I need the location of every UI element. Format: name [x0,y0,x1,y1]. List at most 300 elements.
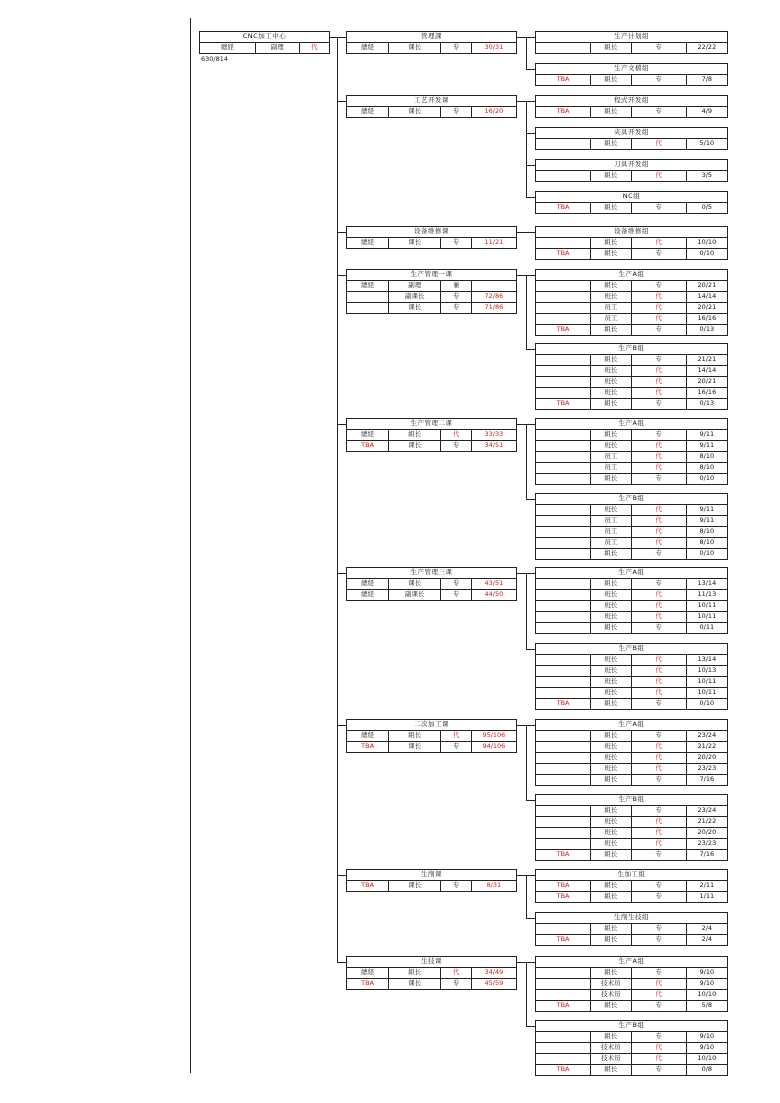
table-cell: 8/10 [699,452,715,460]
table-cell: 組长 [591,139,631,149]
dept-box [346,31,517,54]
table-cell: 9/11 [699,441,715,449]
dept-box [346,226,517,249]
table-cell: 代 [632,388,687,398]
table-cell: 员工 [591,463,631,473]
table-row [536,355,727,366]
table-cell [536,43,591,53]
dept-box [346,269,517,314]
table-row [536,828,727,839]
group-box-title: 程式开发组 [536,96,727,107]
table-cell: 組长 [591,474,631,484]
table-cell [536,1054,591,1064]
table-row [536,764,727,775]
table-cell: 专 [632,579,687,589]
table-cell: 兼 [441,281,471,291]
table-cell: 8/10 [699,527,715,535]
table-cell: 11/21 [484,238,504,246]
root-total: 630/814 [201,55,229,63]
table-cell: TBA [536,1065,591,1075]
dept-box [346,95,517,118]
table-cell [536,505,591,515]
table-row [536,924,727,935]
table-cell: TBA [536,881,591,891]
table-cell: 课长 [389,303,441,313]
table-cell: 专 [632,107,687,117]
table-cell: 专 [632,281,687,291]
table-row [536,538,727,549]
table-cell: 22/22 [697,43,717,51]
table-row [536,430,727,441]
table-cell: 5/8 [701,1001,713,1009]
table-row [536,1065,727,1075]
table-cell: 組长 [591,399,631,409]
group-box [535,643,728,710]
table-cell: 0/10 [699,549,715,557]
table-cell: 72/86 [484,292,504,300]
table-cell: 7/8 [701,75,713,83]
table-cell: 员工 [591,527,631,537]
table-cell: 33/33 [484,430,504,438]
table-cell: 副理 [256,43,300,53]
table-cell: 組长 [591,623,631,633]
table-cell [536,601,591,611]
table-cell: 代 [632,238,687,248]
table-cell: 11/13 [697,590,717,598]
table-cell: 21/21 [697,355,717,363]
table-cell [536,817,591,827]
table-cell: 班长 [591,677,631,687]
group-box-title: 生产B组 [536,494,727,505]
table-cell: 0/11 [699,623,715,631]
table-cell: 10/11 [697,688,717,696]
table-row [536,249,727,259]
table-cell: 技术员 [591,1043,631,1053]
group-box-title: 生产B组 [536,644,727,655]
table-cell: 代 [441,430,471,440]
table-cell [536,474,591,484]
table-cell: 专 [632,325,687,335]
table-cell: 班长 [591,764,631,774]
table-cell [536,677,591,687]
table-cell: 10/10 [697,990,717,998]
table-cell: 代 [441,731,471,741]
dept-box-title: 管理課 [347,32,516,43]
table-cell: 0/13 [699,399,715,407]
table-cell: 专 [632,203,687,213]
table-cell: 組长 [591,806,631,816]
table-cell: 员工 [591,538,631,548]
table-cell: 班长 [591,292,631,302]
table-cell [536,171,591,181]
table-cell: 专 [632,968,687,978]
group-connector [517,962,526,963]
dept-connector [337,232,346,233]
dept-connector [337,725,346,726]
table-cell: 總経 [200,43,256,53]
table-row [536,505,727,516]
table-cell: 總経 [347,968,389,978]
table-cell [536,355,591,365]
table-row [536,742,727,753]
table-cell: 技术员 [591,979,631,989]
table-cell [536,238,591,248]
table-cell [536,612,591,622]
table-cell: 代 [632,666,687,676]
table-row [347,742,516,752]
table-cell: TBA [347,881,389,891]
table-cell: 30/31 [484,43,504,51]
table-cell: 代 [632,314,687,324]
group-box [535,869,728,903]
group-connector [526,275,535,276]
page-margin-line [190,18,191,1073]
dept-box-title: 二次加工课 [347,720,516,731]
table-cell: 班长 [591,441,631,451]
table-row [536,325,727,335]
table-row [536,1043,727,1054]
table-cell: 专 [632,355,687,365]
table-cell: 0/5 [701,203,713,211]
table-cell: 組长 [591,892,631,902]
table-cell: 员工 [591,314,631,324]
table-cell: 組长 [591,1065,631,1075]
table-cell: 代 [632,1054,687,1064]
table-cell: 专 [441,43,471,53]
group-box-title: 生产B组 [536,795,727,806]
table-cell: 代 [632,764,687,774]
dept-box [346,719,517,753]
table-cell: 专 [632,549,687,559]
table-cell [536,314,591,324]
table-row [536,590,727,601]
table-row [536,516,727,527]
group-connector [526,1026,535,1027]
table-cell: 专 [632,75,687,85]
table-row [536,388,727,399]
table-cell: 专 [632,43,687,53]
group-box-title: 生产B组 [536,1021,727,1032]
table-cell [536,623,591,633]
group-connector [517,232,526,233]
table-cell: 专 [632,1001,687,1011]
table-cell [536,775,591,785]
table-cell [536,281,591,291]
group-box-title: 生加工组 [536,870,727,881]
table-cell: 课长 [389,742,441,752]
table-cell: 10/11 [697,677,717,685]
table-cell: 专 [632,935,687,945]
table-cell: 組长 [591,238,631,248]
table-cell: 總経 [347,43,389,53]
table-cell: 20/21 [697,281,717,289]
table-cell: 代 [632,601,687,611]
table-cell [536,731,591,741]
table-cell: 代 [632,463,687,473]
group-connector [517,37,526,38]
group-connector [517,275,526,276]
group-spine [526,962,527,1027]
table-row [536,527,727,538]
table-cell: 71/86 [484,303,504,311]
dept-box-title: 生削课 [347,870,516,881]
table-cell: 专 [441,590,471,600]
table-cell: 专 [632,731,687,741]
table-cell: 专 [632,1032,687,1042]
table-cell: 课长 [389,107,441,117]
table-cell: 专 [441,742,471,752]
table-cell: 代 [632,990,687,1000]
table-cell: 代 [632,527,687,537]
table-cell: 班长 [591,839,631,849]
group-connector [526,875,535,876]
table-cell: 23/24 [697,731,717,739]
table-cell: 专 [441,979,471,989]
table-row [536,1001,727,1011]
table-cell: 23/23 [697,839,717,847]
group-connector [526,349,535,350]
table-cell: 組长 [591,355,631,365]
group-connector [526,101,535,102]
group-connector [517,424,526,425]
dept-connector [337,37,346,38]
table-cell: 組长 [591,249,631,259]
table-row [347,590,516,600]
dept-connector [337,275,346,276]
table-cell: 代 [632,303,687,313]
table-cell: 专 [441,303,471,313]
table-cell: 专 [441,107,471,117]
table-row [536,579,727,590]
table-cell [472,281,516,291]
table-cell: 10/11 [697,612,717,620]
table-cell: 8/10 [699,463,715,471]
table-row [536,655,727,666]
group-box [535,794,728,861]
table-row [536,935,727,945]
group-spine [526,424,527,500]
table-cell: 代 [632,677,687,687]
table-cell: 2/4 [701,924,713,932]
table-row [536,688,727,699]
group-box-title: 刀具开发组 [536,160,727,171]
table-cell: 組长 [591,924,631,934]
table-cell: 班长 [591,590,631,600]
group-box-title: 生产B组 [536,344,727,355]
table-cell: 代 [632,979,687,989]
dept-connector [337,875,346,876]
table-cell: 組长 [591,1032,631,1042]
dept-connector [337,424,346,425]
group-box-title: NC组 [536,192,727,203]
root-title: CNC加工中心 [200,32,329,43]
table-cell [536,764,591,774]
group-box [535,567,728,634]
group-connector [526,725,535,726]
table-cell [536,538,591,548]
table-cell: 總経 [347,281,389,291]
table-cell: 4/9 [701,107,713,115]
table-row [536,623,727,633]
table-cell [536,139,591,149]
group-box [535,719,728,786]
table-row [347,238,516,248]
table-cell: 10/10 [697,1054,717,1062]
table-cell: 专 [632,892,687,902]
group-connector [517,725,526,726]
table-cell: 专 [632,249,687,259]
table-cell: 9/11 [699,516,715,524]
group-connector [517,875,526,876]
group-box [535,956,728,1012]
table-cell [536,979,591,989]
table-cell: 34/51 [484,441,504,449]
group-spine [526,725,527,801]
table-cell: 专 [632,474,687,484]
table-cell: 13/14 [697,655,717,663]
table-cell: 0/13 [699,325,715,333]
group-connector [526,232,535,233]
table-row [536,1032,727,1043]
root-connector [330,37,337,38]
table-cell: TBA [536,699,591,709]
dept-box [346,418,517,452]
table-cell: 班长 [591,666,631,676]
table-cell: 专 [632,775,687,785]
group-connector [526,800,535,801]
table-row [347,968,516,979]
table-cell: 代 [632,171,687,181]
group-box-title: 生产文檔组 [536,64,727,75]
table-row [536,549,727,559]
table-row [347,43,516,53]
table-row [536,399,727,409]
table-cell: 代 [632,1043,687,1053]
table-cell: 1/11 [699,892,715,900]
group-connector [526,962,535,963]
table-cell: 班长 [591,505,631,515]
table-cell: 代 [632,612,687,622]
table-cell: 副课长 [389,590,441,600]
table-cell: 班长 [591,688,631,698]
table-cell: 代 [632,688,687,698]
table-cell: 专 [632,699,687,709]
table-cell: 代 [632,139,687,149]
table-cell: 班长 [591,742,631,752]
table-cell [536,388,591,398]
table-cell: 組长 [591,430,631,440]
dept-box-title: 生技课 [347,957,516,968]
table-cell [536,292,591,302]
table-cell: 技术员 [591,1054,631,1064]
table-row [536,238,727,249]
table-cell: 代 [311,43,318,51]
group-connector [526,37,535,38]
table-cell: TBA [536,1001,591,1011]
table-cell: 組长 [591,775,631,785]
table-row [536,699,727,709]
table-row [536,366,727,377]
table-cell: 专 [632,623,687,633]
table-row [536,463,727,474]
table-cell: 組长 [591,850,631,860]
table-row [536,43,727,53]
table-cell: 組长 [591,107,631,117]
group-connector [526,573,535,574]
table-cell: 23/24 [697,806,717,814]
table-cell: 代 [632,538,687,548]
table-row [536,817,727,828]
table-cell: 13/14 [697,579,717,587]
table-row [347,881,516,891]
group-box [535,191,728,214]
group-box-title: 生产A组 [536,957,727,968]
table-cell: 专 [632,1065,687,1075]
group-connector [517,101,526,102]
table-cell: 代 [632,839,687,849]
table-cell: 代 [632,441,687,451]
group-connector [526,165,535,166]
table-cell: 班长 [591,753,631,763]
table-row [536,775,727,785]
table-cell [347,303,389,313]
table-cell: 代 [632,516,687,526]
group-connector [526,424,535,425]
group-spine [526,275,527,350]
table-cell: 课长 [389,441,441,451]
table-cell: 员工 [591,516,631,526]
group-connector [526,197,535,198]
table-cell: 95/106 [482,731,506,739]
dept-box-title: 设备维修课 [347,227,516,238]
table-cell: 专 [441,238,471,248]
table-cell: 94/106 [482,742,506,750]
table-cell: 员工 [591,452,631,462]
table-cell: 专 [632,806,687,816]
table-cell [536,430,591,440]
table-cell [536,828,591,838]
table-row [347,731,516,742]
group-box [535,95,728,118]
table-cell: 總経 [347,107,389,117]
table-cell: 2/4 [701,935,713,943]
table-row [536,666,727,677]
table-cell: 14/14 [697,366,717,374]
table-cell: 組长 [389,430,441,440]
table-cell: 代 [632,753,687,763]
table-cell [536,303,591,313]
table-row [536,731,727,742]
table-cell: 組长 [591,579,631,589]
table-cell: 總経 [347,238,389,248]
table-cell: 专 [441,881,471,891]
dept-box-title: 生产管理一课 [347,270,516,281]
table-cell: 代 [632,377,687,387]
table-cell: 9/10 [699,979,715,987]
group-box [535,912,728,946]
table-row [347,303,516,313]
table-cell: 9/10 [699,1043,715,1051]
table-row [536,314,727,325]
group-connector [526,649,535,650]
table-row [347,441,516,451]
group-connector [526,918,535,919]
table-cell [536,549,591,559]
table-cell: 班长 [591,817,631,827]
table-cell: 班长 [591,377,631,387]
dept-box [346,567,517,601]
table-cell [536,441,591,451]
